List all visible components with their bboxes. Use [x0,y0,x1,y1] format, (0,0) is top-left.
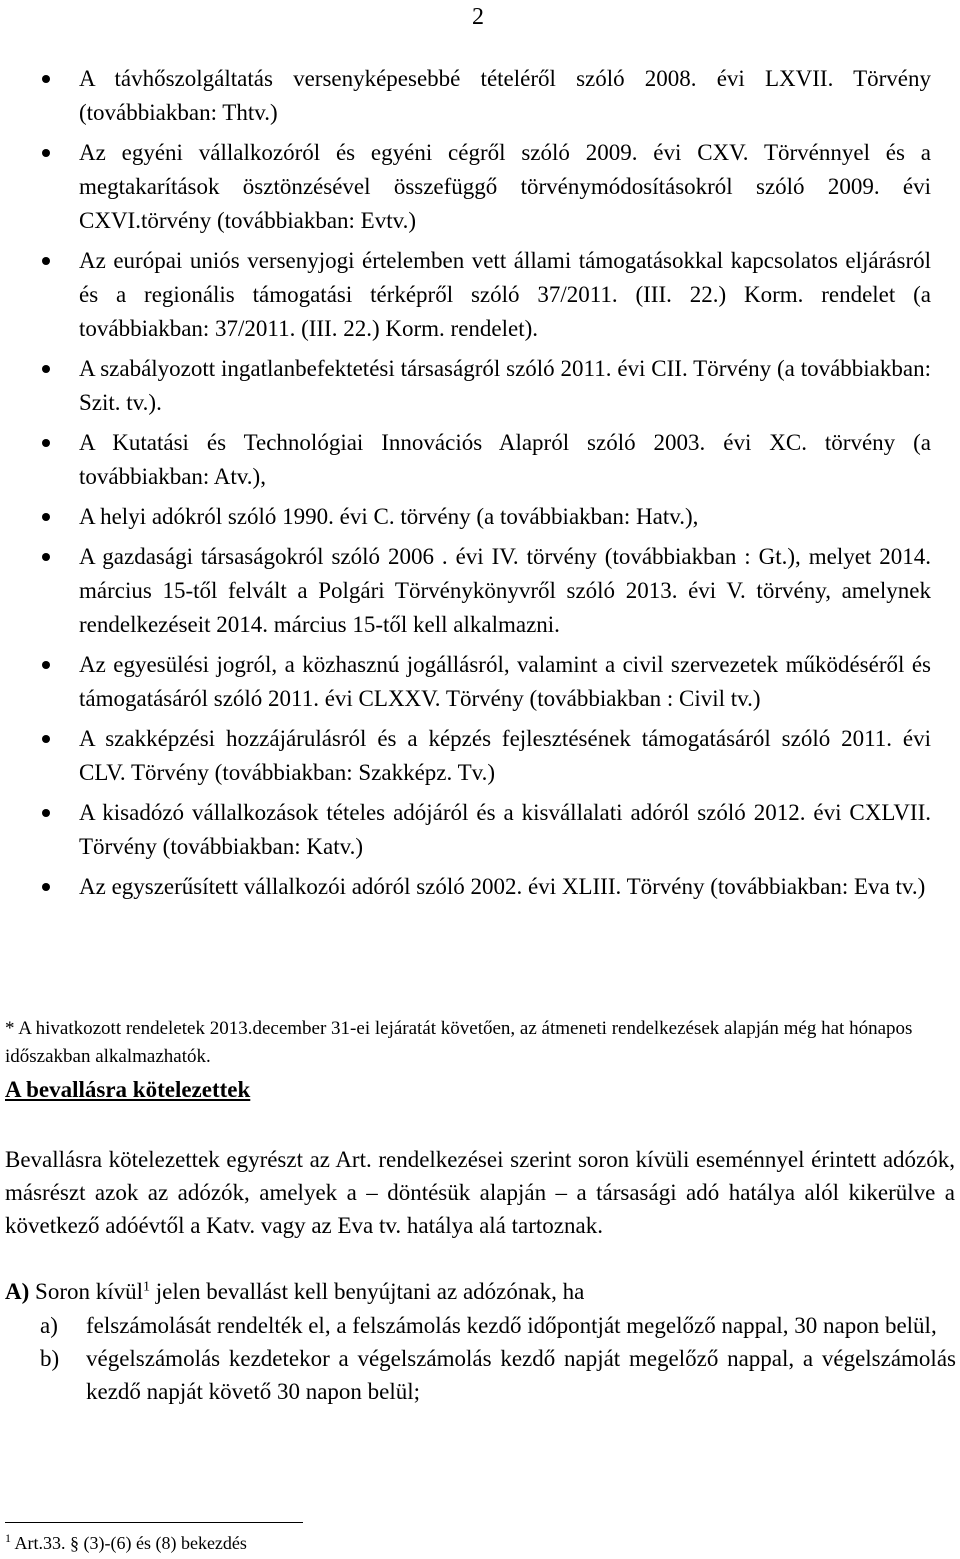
list-item: A helyi adókról szóló 1990. évi C. törvény (a továbbiakban: Hatv.), [0,500,931,534]
section-label: A) [5,1279,30,1304]
list-item: b) végelszámolás kezdetekor a végelszámolás kezdő napját megelőző nappal, a végelszámolás kezdő napját követő 30 napon belül; [0,1342,956,1408]
bullet-icon [42,365,50,373]
bullet-icon [42,439,50,447]
list-item: a) felszámolását rendelték el, a felszámolás kezdő időpontját megelőző nappal, 30 napon belül, [0,1309,956,1342]
item-marker: b) [40,1346,60,1371]
bullet-icon [42,149,50,157]
bullet-icon [42,553,50,561]
soron-kivul-paragraph: A) Soron kívül$^1$ jelen bevallást kell benyújtani az adózónak, ha [5,1279,585,1304]
condition-list [0,1309,960,1408]
footnote-ref[interactable]: 1 [143,1279,151,1295]
list-item: A szakképzési hozzájárulásról és a képzés fejlesztésének támogatásáról szóló 2011. évi CLV. Törvény (továbbiakban: Szakképz. Tv.) [0,722,931,790]
list-item: Az egyéni vállalkozóról és egyéni cégről szóló 2009. évi CXV. Törvénnyel és a megtakarítások ösztönzésével összefüggő törvénymódosításokról szóló 2009. évi CXVI.törvény (továbbiakban: Evtv.) [0,136,931,238]
list-item: Az európai uniós versenyjogi értelemben vett állami támogatásokkal kapcsolatos eljárásról és a regionális támogatási térképről szóló 37/2011. (III. 22.) Korm. rendelet (a továbbiakban: 37/2011. (III. 22.) Korm. rendelet). [0,244,931,346]
bullet-icon [42,75,50,83]
list-item: A gazdasági társaságokról szóló 2006 . évi IV. törvény (továbbiakban : Gt.), melyet 2014. március 15-től felvált a Polgári Törvénykönyvről szóló 2013. évi V. törvény, amelynek rendelkezéseit 2014. március 15-től kell alkalmazni. [0,540,931,642]
footnote: $^1$ Art.33. § (3)-(6) és (8) bekezdés [5,1531,247,1553]
bullet-icon [42,735,50,743]
footnote-divider [5,1522,303,1523]
bullet-icon [42,883,50,891]
bullet-icon [42,661,50,669]
bullet-icon [42,513,50,521]
list-item: Az egyesülési jogról, a közhasznú jogállásról, valamint a civil szervezetek működéséről és támogatásáról szóló 2011. évi CLXXV. Törvény (továbbiakban : Civil tv.) [0,648,931,716]
list-item: A Kutatási és Technológiai Innovációs Alapról szóló 2003. évi XC. törvény (a továbbiakban: Atv.), [0,426,931,494]
transition-note: * A hivatkozott rendeletek 2013.december 31-ei lejáratát követően, az átmeneti rendelkezések alapján még hat hónapos időszakban alkalmazhatók. [5,1018,913,1067]
item-marker: a) [40,1313,58,1338]
page-number: 2 [472,4,484,30]
list-item: A kisadózó vállalkozások tételes adójáról és a kisvállalati adóról szóló 2012. évi CXLVII. Törvény (továbbiakban: Katv.) [0,796,931,864]
list-item: Az egyszerűsített vállalkozói adóról szóló 2002. évi XLIII. Törvény (továbbiakban: Eva tv.) [0,870,931,904]
list-item: A szabályozott ingatlanbefektetési társaságról szóló 2011. évi CII. Törvény (a továbbiakban: Szit. tv.). [0,352,931,420]
law-list [0,62,960,910]
section-title: A bevallásra kötelezettek [5,1077,251,1102]
intro-paragraph: Bevallásra kötelezettek egyrészt az Art. rendelkezései szerint soron kívüli eseménnyel érintett adózók, másrészt azok az adózók, amelyek a – döntésük alapján – a társasági adó hatálya alól kikerülve a következő adóévtől a Katv. vagy az Eva tv. hatálya alá tartoznak. [5,1147,955,1238]
bullet-icon [42,809,50,817]
bullet-icon [42,257,50,265]
list-item: A távhőszolgáltatás versenyképesebbé tételéről szóló 2008. évi LXVII. Törvény (továbbiakban: Thtv.) [0,62,931,130]
